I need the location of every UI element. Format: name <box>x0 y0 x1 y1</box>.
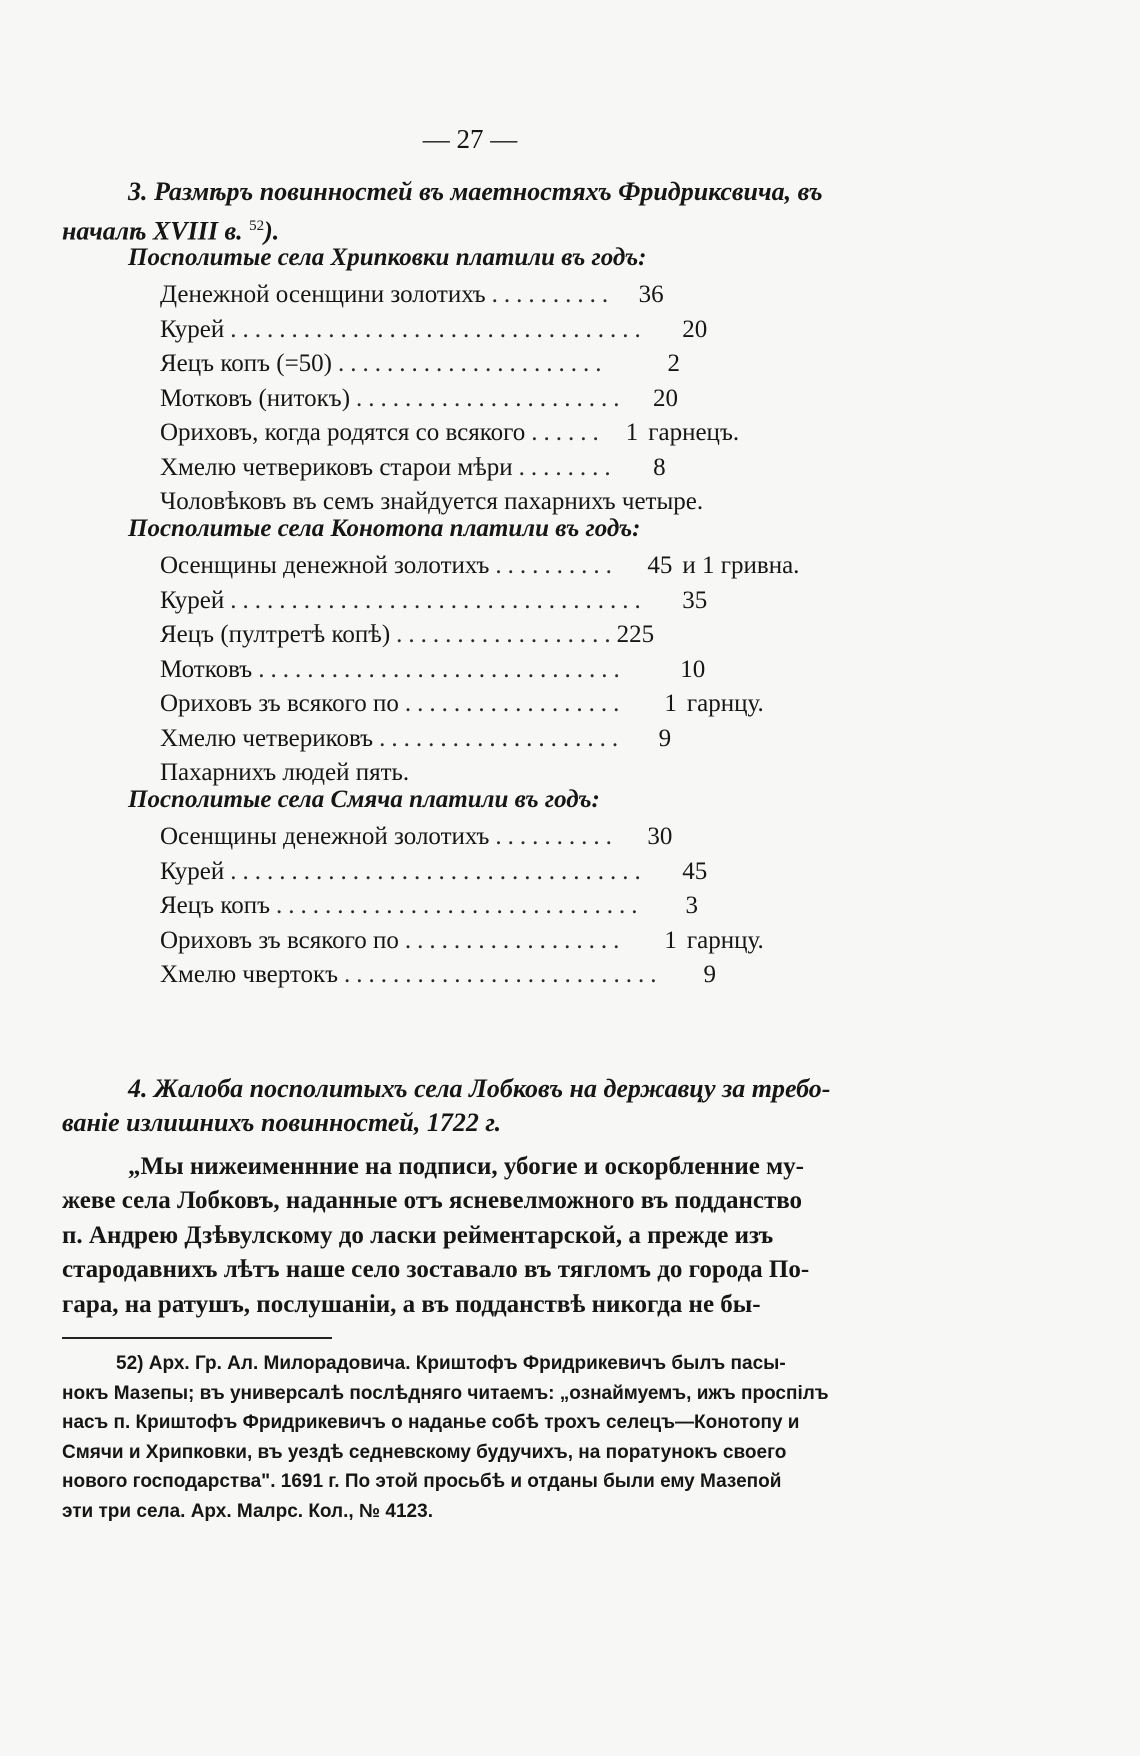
section-3-title-line-2: началѣ XVIII в. $^{52}$). <box>62 216 280 246</box>
footnote-line-5: нового господарства". 1691 г. По этой просьбѣ и отданы были ему Мазепой <box>62 1471 782 1492</box>
page-number: — 27 — <box>422 124 518 154</box>
list-item: Осенщины денежной золотихъ .......... 45 и 1 гривна. <box>160 552 800 579</box>
quote-line-1: „Мы нижеименнние на подписи, убогие и оскорбленние му- <box>128 1153 804 1180</box>
footnote-divider <box>62 1337 332 1339</box>
quote-line-2: жеве села Лобковъ, наданные отъ ясневелможного въ подданство <box>62 1187 803 1215</box>
list-item: Курей .................................. 20 <box>160 315 708 343</box>
konotop-heading: Посполитые села Конотопа платили въ годъ: <box>128 515 641 542</box>
quote-line-5: гара, на ратушъ, послушаніи, а въ подданствѣ никогда не бы- <box>62 1290 761 1318</box>
list-item: Осенщины денежной золотихъ .......... 30 <box>160 823 673 850</box>
list-item-last: Пахарнихъ людей пять. <box>160 759 410 786</box>
list-item: Ориховъ зъ всякого по .................. 1 гарнцу. <box>160 690 764 717</box>
smyach-heading: Посполитые села Смяча платили въ годъ: <box>128 786 600 813</box>
list-item: Яецъ (пултретѣ копѣ) .................. 225 <box>160 621 655 648</box>
list-item: Мотковъ (нитокъ) ...................... 20 <box>160 384 679 412</box>
section-3-title <box>62 175 882 249</box>
footnote-line-6: эти три села. Арх. Малрс. Кол., № 4123. <box>62 1500 433 1522</box>
list-item: Хмелю чвертокъ .......................... 9 <box>160 961 717 988</box>
footnote-line-4: Смячи и Хрипковки, въ уездѣ седневскому будучихъ, на поратунокъ своего <box>62 1441 787 1463</box>
khripkovka-heading: Посполитые села Хрипковки платили въ годъ: <box>128 244 647 271</box>
list-item-last: Чоловѣковъ въ семъ знайдуется пахарнихъ четыре. <box>160 488 704 515</box>
list-item: Денежной осенщини золотихъ .......... 36 <box>160 281 664 308</box>
list-item: Хмелю четвериковъ старои мѣри ........ 8 <box>160 453 666 481</box>
footnote-line-3: насъ п. Криштофъ Фридрикевичъ о наданье собѣ трохъ селецъ—Конотопу и <box>62 1412 800 1433</box>
section-4-title-line-1: 4. Жалоба посполитыхъ села Лобковъ на державцу за требо- <box>128 1074 831 1103</box>
list-item: Курей .................................. 45 <box>160 857 708 885</box>
section-4-title <box>62 1072 882 1140</box>
quote-line-3: п. Андрею Дзѣвулскому до ласки рейментарской, а прежде изъ <box>62 1221 774 1249</box>
list-item: Мотковъ .............................. 10 <box>160 655 706 683</box>
list-item: Яецъ копъ (=50) ...................... 2 <box>160 350 681 377</box>
list-item: Курей .................................. 35 <box>160 586 708 614</box>
section-4-title-line-2: ваніе излишнихъ повинностей, 1722 г. <box>62 1108 502 1137</box>
footnote-line-1: 52) Арх. Гр. Ал. Милорадовича. Криштофъ Фридрикевичъ былъ пасы- <box>62 1349 884 1379</box>
list-item: Яецъ копъ .............................. 3 <box>160 892 699 919</box>
quote-paragraph <box>62 1150 882 1322</box>
footnote-ref: 52 <box>249 218 265 234</box>
konotop-list <box>160 549 900 791</box>
list-item: Ориховъ зъ всякого по .................. 1 гарнцу. <box>160 926 764 954</box>
smyach-list <box>160 820 900 993</box>
section-3-title-line-1: 3. Размѣръ повинностей въ маетностяхъ Фридриксвича, въ <box>128 177 823 206</box>
footnote-line-2: нокъ Мазепы; въ универсалѣ послѣдняго читаемъ: „ознаймуемъ, ижъ проспілъ <box>62 1382 829 1404</box>
list-item: Хмелю четвериковъ .................... 9 <box>160 724 672 752</box>
khripkovka-list <box>160 278 900 520</box>
list-item: Ориховъ, когда родятся со всякого ...... 1 гарнецъ. <box>160 419 740 446</box>
footnote-mark: 52) <box>116 1353 144 1374</box>
footnote <box>62 1349 884 1526</box>
quote-line-4: стародавнихъ лѣтъ наше село зоставало въ тягломъ до города По- <box>62 1256 810 1284</box>
